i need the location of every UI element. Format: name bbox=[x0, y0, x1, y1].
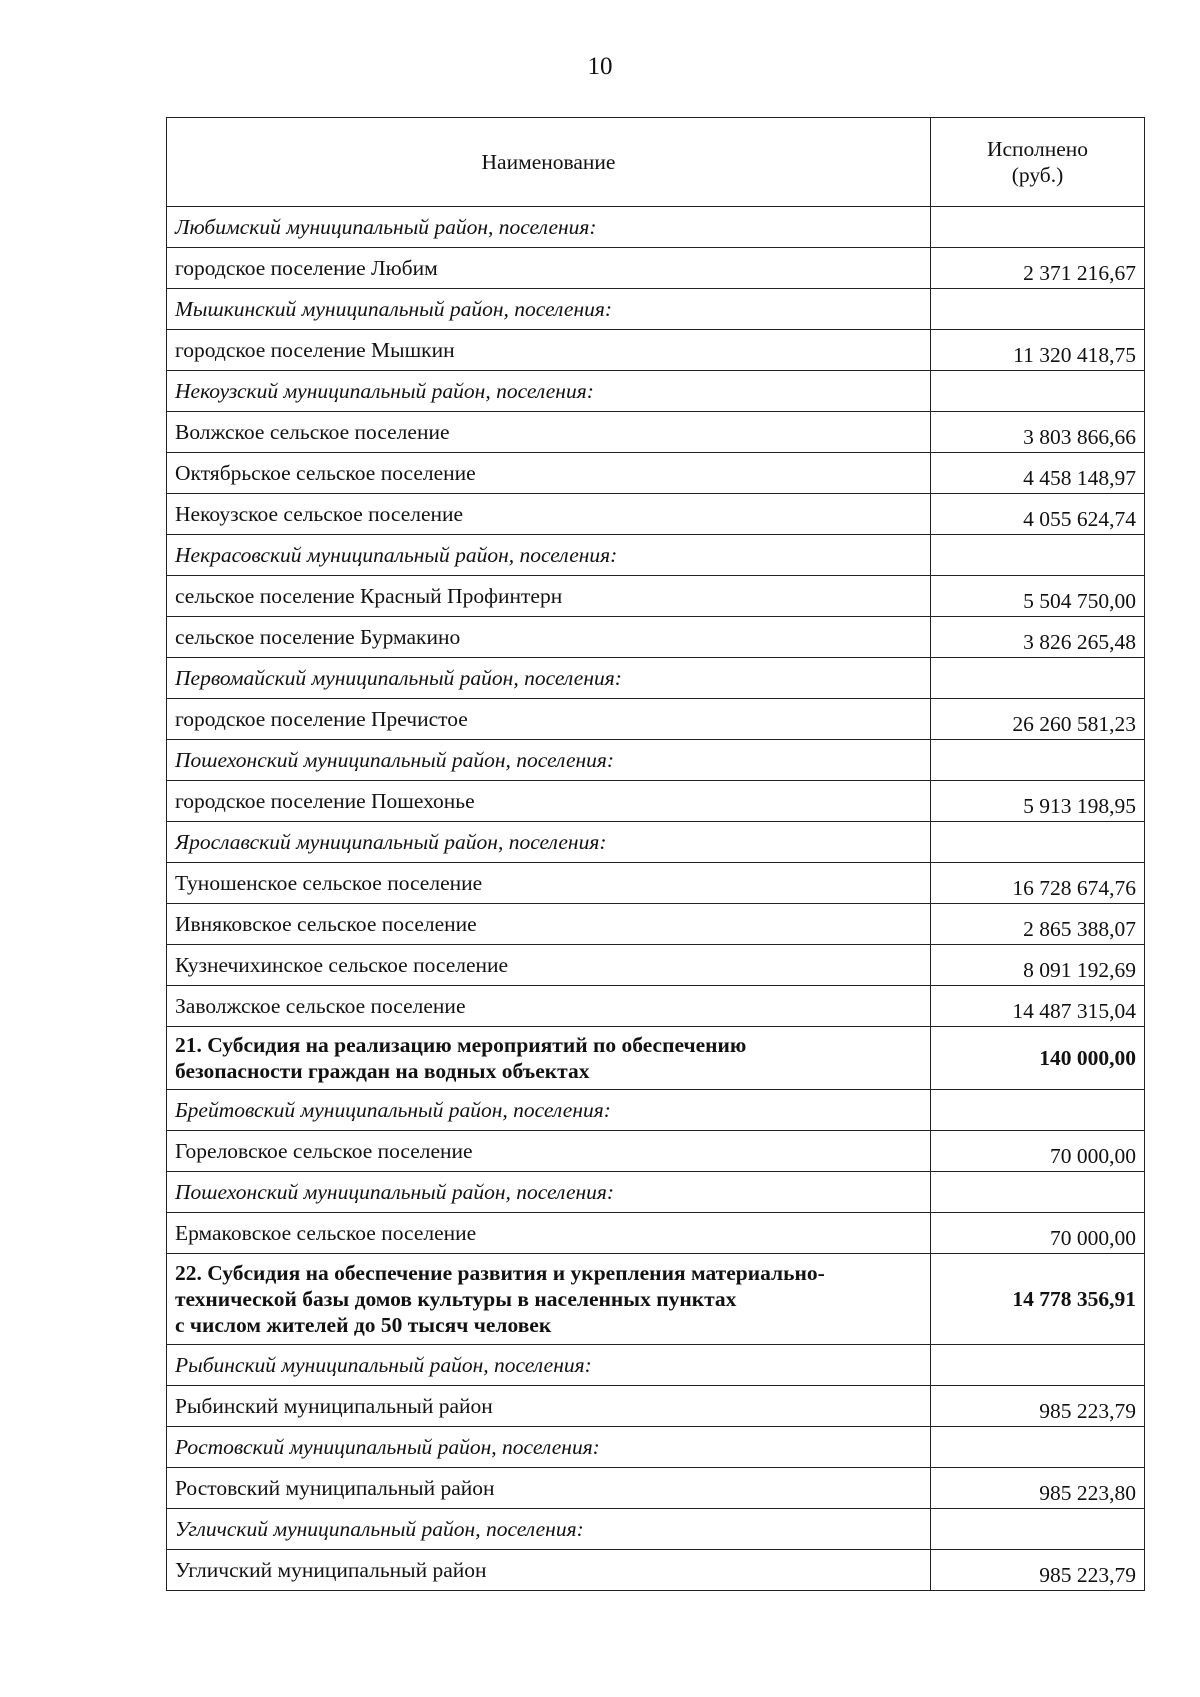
executed-amount: 70 000,00 bbox=[931, 1213, 1145, 1254]
executed-amount bbox=[931, 207, 1145, 248]
district-group-row bbox=[167, 207, 1145, 248]
executed-amount: 985 223,79 bbox=[931, 1550, 1145, 1591]
executed-amount bbox=[931, 1509, 1145, 1550]
district-group-row bbox=[167, 822, 1145, 863]
district-name: Некрасовский муниципальный район, поселения: bbox=[167, 535, 931, 576]
executed-amount: 3 826 265,48 bbox=[931, 617, 1145, 658]
executed-amount: 2 371 216,67 bbox=[931, 248, 1145, 289]
district-group-row bbox=[167, 1172, 1145, 1213]
header-value: Исполнено (руб.) bbox=[931, 118, 1145, 207]
executed-amount: 985 223,80 bbox=[931, 1468, 1145, 1509]
table-row bbox=[167, 1550, 1145, 1591]
district-group-row bbox=[167, 371, 1145, 412]
district-group-row bbox=[167, 1509, 1145, 1550]
district-group-row bbox=[167, 658, 1145, 699]
executed-amount bbox=[931, 822, 1145, 863]
table-row bbox=[167, 617, 1145, 658]
table-header-row bbox=[167, 118, 1145, 207]
table-row bbox=[167, 945, 1145, 986]
table-row bbox=[167, 699, 1145, 740]
settlement-name: Ростовский муниципальный район bbox=[167, 1468, 931, 1509]
executed-amount bbox=[931, 658, 1145, 699]
executed-amount: 11 320 418,75 bbox=[931, 330, 1145, 371]
subsidy-title: 22. Субсидия на обеспечение развития и укрепления материально- технической базы домов культуры в населенных пунктах с числом жителей до 50 тысяч человек bbox=[167, 1254, 931, 1345]
settlement-name: Кузнечихинское сельское поселение bbox=[167, 945, 931, 986]
district-name: Некоузский муниципальный район, поселения: bbox=[167, 371, 931, 412]
district-group-row bbox=[167, 1345, 1145, 1386]
executed-amount bbox=[931, 740, 1145, 781]
table-body bbox=[167, 207, 1145, 1591]
district-name: Любимский муниципальный район, поселения: bbox=[167, 207, 931, 248]
settlement-name: Ивняковское сельское поселение bbox=[167, 904, 931, 945]
settlement-name: сельское поселение Бурмакино bbox=[167, 617, 931, 658]
table-row bbox=[167, 494, 1145, 535]
district-name: Угличский муниципальный район, поселения: bbox=[167, 1509, 931, 1550]
executed-amount bbox=[931, 1090, 1145, 1131]
settlement-name: Октябрьское сельское поселение bbox=[167, 453, 931, 494]
district-name: Мышкинский муниципальный район, поселения: bbox=[167, 289, 931, 330]
executed-amount: 5 504 750,00 bbox=[931, 576, 1145, 617]
settlement-name: Волжское сельское поселение bbox=[167, 412, 931, 453]
table-row bbox=[167, 904, 1145, 945]
executed-amount: 14 487 315,04 bbox=[931, 986, 1145, 1027]
table-row bbox=[167, 1468, 1145, 1509]
table-row bbox=[167, 781, 1145, 822]
settlement-name: Туношенское сельское поселение bbox=[167, 863, 931, 904]
table-row bbox=[167, 1386, 1145, 1427]
executed-amount: 5 913 198,95 bbox=[931, 781, 1145, 822]
executed-amount: 2 865 388,07 bbox=[931, 904, 1145, 945]
table-row bbox=[167, 986, 1145, 1027]
executed-amount bbox=[931, 1345, 1145, 1386]
settlement-name: Угличский муниципальный район bbox=[167, 1550, 931, 1591]
executed-amount: 8 091 192,69 bbox=[931, 945, 1145, 986]
page-number: 10 bbox=[587, 53, 613, 80]
settlement-name: городское поселение Мышкин bbox=[167, 330, 931, 371]
table-row bbox=[167, 1213, 1145, 1254]
settlement-name: Гореловское сельское поселение bbox=[167, 1131, 931, 1172]
settlement-name: Некоузское сельское поселение bbox=[167, 494, 931, 535]
district-group-row bbox=[167, 289, 1145, 330]
executed-amount bbox=[931, 1172, 1145, 1213]
table-row bbox=[167, 412, 1145, 453]
district-name: Рыбинский муниципальный район, поселения: bbox=[167, 1345, 931, 1386]
executed-amount: 985 223,79 bbox=[931, 1386, 1145, 1427]
settlement-name: городское поселение Любим bbox=[167, 248, 931, 289]
subsidy-title: 21. Субсидия на реализацию мероприятий по обеспечению безопасности граждан на водных объектах bbox=[167, 1027, 931, 1090]
executed-amount bbox=[931, 535, 1145, 576]
executed-amount: 3 803 866,66 bbox=[931, 412, 1145, 453]
budget-execution-table bbox=[166, 117, 1145, 1591]
executed-amount: 4 055 624,74 bbox=[931, 494, 1145, 535]
executed-amount bbox=[931, 289, 1145, 330]
table-row bbox=[167, 248, 1145, 289]
settlement-name: сельское поселение Красный Профинтерн bbox=[167, 576, 931, 617]
subsidy-total: 14 778 356,91 bbox=[931, 1254, 1145, 1345]
table-row bbox=[167, 453, 1145, 494]
settlement-name: Ермаковское сельское поселение bbox=[167, 1213, 931, 1254]
settlement-name: городское поселение Пречистое bbox=[167, 699, 931, 740]
district-name: Пошехонский муниципальный район, поселения: bbox=[167, 1172, 931, 1213]
table-row bbox=[167, 576, 1145, 617]
district-name: Первомайский муниципальный район, поселения: bbox=[167, 658, 931, 699]
district-group-row bbox=[167, 740, 1145, 781]
district-name: Брейтовский муниципальный район, поселения: bbox=[167, 1090, 931, 1131]
executed-amount: 26 260 581,23 bbox=[931, 699, 1145, 740]
executed-amount: 70 000,00 bbox=[931, 1131, 1145, 1172]
table-row bbox=[167, 330, 1145, 371]
district-name: Пошехонский муниципальный район, поселения: bbox=[167, 740, 931, 781]
subsidy-total: 140 000,00 bbox=[931, 1027, 1145, 1090]
settlement-name: городское поселение Пошехонье bbox=[167, 781, 931, 822]
executed-amount: 4 458 148,97 bbox=[931, 453, 1145, 494]
settlement-name: Рыбинский муниципальный район bbox=[167, 1386, 931, 1427]
table-row bbox=[167, 1131, 1145, 1172]
subsidy-section-row bbox=[167, 1254, 1145, 1345]
settlement-name: Заволжское сельское поселение bbox=[167, 986, 931, 1027]
district-name: Ростовский муниципальный район, поселения: bbox=[167, 1427, 931, 1468]
district-group-row bbox=[167, 1090, 1145, 1131]
executed-amount: 16 728 674,76 bbox=[931, 863, 1145, 904]
district-group-row bbox=[167, 535, 1145, 576]
subsidy-section-row bbox=[167, 1027, 1145, 1090]
executed-amount bbox=[931, 1427, 1145, 1468]
header-name: Наименование bbox=[167, 118, 931, 207]
district-name: Ярославский муниципальный район, поселения: bbox=[167, 822, 931, 863]
district-group-row bbox=[167, 1427, 1145, 1468]
table-row bbox=[167, 863, 1145, 904]
executed-amount bbox=[931, 371, 1145, 412]
